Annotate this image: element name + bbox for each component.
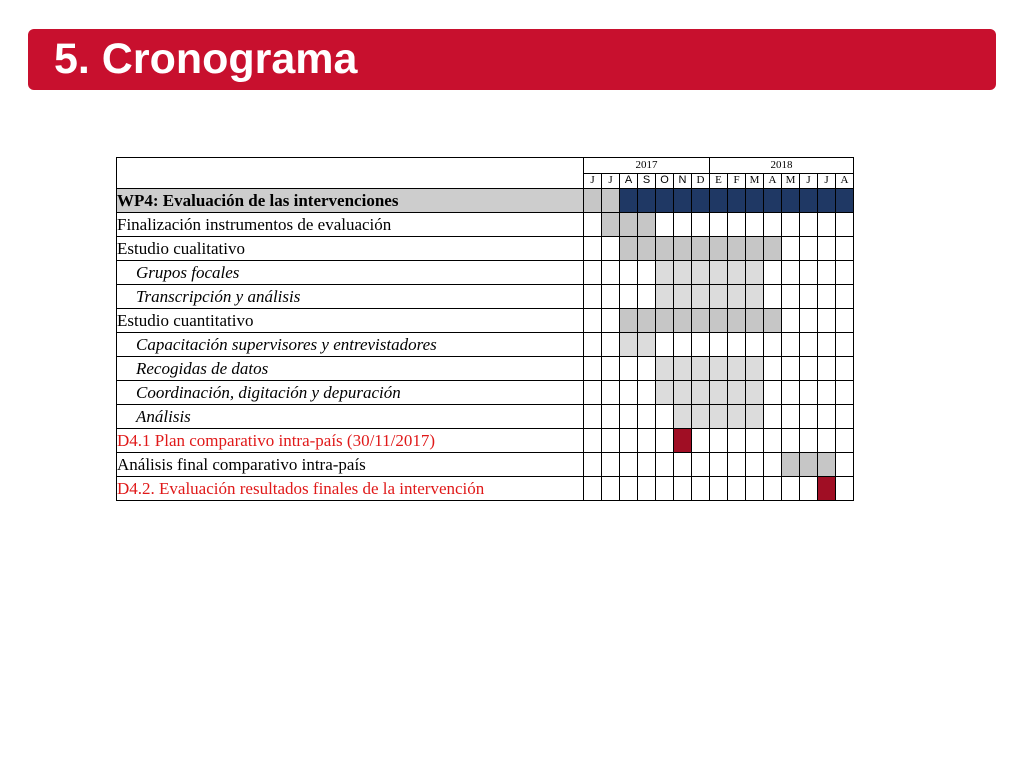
empty-month-cell [764,405,782,429]
empty-month-cell [584,357,602,381]
empty-month-cell [764,357,782,381]
empty-month-cell [782,357,800,381]
empty-month-cell [836,309,854,333]
task-label: Análisis [117,405,584,429]
empty-month-cell [710,477,728,501]
empty-month-cell [746,213,764,237]
active-month-cell [692,357,710,381]
empty-month-cell [836,405,854,429]
empty-month-cell [620,453,638,477]
empty-month-cell [836,357,854,381]
empty-month-cell [620,357,638,381]
empty-month-cell [692,213,710,237]
empty-month-cell [674,333,692,357]
empty-month-cell [584,405,602,429]
empty-month-cell [746,429,764,453]
active-month-cell [620,333,638,357]
empty-month-cell [602,453,620,477]
empty-month-cell [638,453,656,477]
active-month-cell [692,237,710,261]
active-month-cell [620,213,638,237]
empty-month-cell [836,237,854,261]
deliverable-label: D4.1 Plan comparativo intra-país (30/11/2017) [117,429,584,453]
empty-month-cell [620,429,638,453]
month-header: S [638,173,656,189]
empty-month-cell [710,213,728,237]
empty-month-cell [800,309,818,333]
empty-month-cell [656,477,674,501]
empty-month-cell [656,429,674,453]
active-month-cell [710,237,728,261]
work-package-label: WP4: Evaluación de las intervenciones [117,189,584,213]
active-month-cell [728,237,746,261]
active-month-cell [674,189,692,213]
empty-month-cell [728,477,746,501]
empty-month-cell [584,453,602,477]
active-month-cell [692,309,710,333]
empty-month-cell [836,333,854,357]
empty-month-cell [782,237,800,261]
month-header: A [620,173,638,189]
active-month-cell [602,213,620,237]
month-header: J [584,173,602,189]
month-header: J [818,173,836,189]
task-label: Análisis final comparativo intra-país [117,453,584,477]
active-month-cell [638,237,656,261]
empty-month-cell [602,429,620,453]
active-month-cell [692,381,710,405]
empty-month-cell [602,285,620,309]
task-row [117,309,854,333]
empty-month-cell [602,405,620,429]
active-month-cell [800,453,818,477]
task-row [117,357,854,381]
empty-month-cell [656,213,674,237]
task-row [117,285,854,309]
active-month-cell [764,189,782,213]
empty-month-cell [602,381,620,405]
empty-month-cell [584,333,602,357]
empty-month-cell [602,237,620,261]
active-month-cell [746,381,764,405]
empty-month-cell [800,333,818,357]
empty-month-cell [746,333,764,357]
empty-month-cell [602,333,620,357]
task-label: Estudio cualitativo [117,237,584,261]
month-header: E [710,173,728,189]
active-month-cell [674,309,692,333]
empty-month-cell [818,381,836,405]
empty-month-cell [692,333,710,357]
active-month-cell [674,237,692,261]
empty-month-cell [602,309,620,333]
empty-month-cell [836,477,854,501]
task-row [117,333,854,357]
empty-month-cell [800,261,818,285]
active-month-cell [656,357,674,381]
empty-month-cell [710,333,728,357]
empty-month-cell [638,357,656,381]
empty-month-cell [764,381,782,405]
empty-month-cell [800,285,818,309]
empty-month-cell [602,261,620,285]
empty-month-cell [620,405,638,429]
deliverable-marker-cell [674,429,692,453]
empty-month-cell [764,285,782,309]
active-month-cell [764,309,782,333]
empty-month-cell [836,381,854,405]
empty-month-cell [602,477,620,501]
active-month-cell [800,189,818,213]
active-month-cell [656,381,674,405]
empty-month-cell [728,429,746,453]
empty-month-cell [710,453,728,477]
empty-month-cell [620,285,638,309]
deliverable-label: D4.2. Evaluación resultados finales de la intervención [117,477,584,501]
active-month-cell [710,405,728,429]
empty-month-cell [818,357,836,381]
empty-month-cell [656,333,674,357]
empty-month-cell [620,381,638,405]
empty-month-cell [674,477,692,501]
active-month-cell [836,189,854,213]
active-month-cell [710,261,728,285]
empty-month-cell [818,309,836,333]
active-month-cell [746,237,764,261]
active-month-cell [710,285,728,309]
active-month-cell [638,213,656,237]
month-header: J [602,173,620,189]
empty-month-cell [638,405,656,429]
year-header: 2017 [584,158,710,174]
active-month-cell [692,261,710,285]
empty-month-cell [782,429,800,453]
empty-month-cell [728,213,746,237]
active-month-cell [746,405,764,429]
empty-month-cell [584,261,602,285]
active-month-cell [638,333,656,357]
active-month-cell [710,357,728,381]
empty-month-cell [728,453,746,477]
empty-month-cell [584,237,602,261]
empty-month-cell [638,477,656,501]
empty-month-cell [782,309,800,333]
active-month-cell [728,309,746,333]
empty-month-cell [782,477,800,501]
title-banner [28,29,996,90]
empty-month-cell [782,405,800,429]
active-month-cell [764,237,782,261]
active-month-cell [674,405,692,429]
empty-month-cell [620,261,638,285]
active-month-cell [656,261,674,285]
task-row [117,453,854,477]
task-header-blank [117,158,584,189]
active-month-cell [674,381,692,405]
active-month-cell [602,189,620,213]
empty-month-cell [584,477,602,501]
task-label: Recogidas de datos [117,357,584,381]
task-label: Coordinación, digitación y depuración [117,381,584,405]
active-month-cell [620,309,638,333]
month-header: N [674,173,692,189]
task-row [117,381,854,405]
empty-month-cell [800,357,818,381]
task-label: Grupos focales [117,261,584,285]
active-month-cell [746,189,764,213]
active-month-cell [746,357,764,381]
month-header: D [692,173,710,189]
active-month-cell [782,189,800,213]
month-header: O [656,173,674,189]
empty-month-cell [782,285,800,309]
empty-month-cell [836,261,854,285]
active-month-cell [728,357,746,381]
empty-month-cell [764,213,782,237]
active-month-cell [620,189,638,213]
empty-month-cell [710,429,728,453]
empty-month-cell [782,213,800,237]
empty-month-cell [638,285,656,309]
empty-month-cell [836,285,854,309]
empty-month-cell [764,333,782,357]
active-month-cell [728,285,746,309]
active-month-cell [746,261,764,285]
active-month-cell [728,405,746,429]
empty-month-cell [656,453,674,477]
empty-month-cell [692,477,710,501]
empty-month-cell [674,213,692,237]
deliverable-marker-cell [818,477,836,501]
month-header: J [800,173,818,189]
active-month-cell [584,189,602,213]
empty-month-cell [584,429,602,453]
empty-month-cell [800,477,818,501]
active-month-cell [656,285,674,309]
empty-month-cell [584,285,602,309]
active-month-cell [728,189,746,213]
active-month-cell [692,405,710,429]
empty-month-cell [638,381,656,405]
empty-month-cell [800,381,818,405]
empty-month-cell [584,381,602,405]
empty-month-cell [692,453,710,477]
task-row [117,189,854,213]
active-month-cell [692,285,710,309]
empty-month-cell [818,285,836,309]
active-month-cell [638,189,656,213]
month-header: A [764,173,782,189]
empty-month-cell [818,213,836,237]
active-month-cell [710,309,728,333]
empty-month-cell [638,429,656,453]
empty-month-cell [728,333,746,357]
empty-month-cell [818,405,836,429]
empty-month-cell [836,453,854,477]
empty-month-cell [764,477,782,501]
empty-month-cell [836,213,854,237]
empty-month-cell [638,261,656,285]
active-month-cell [728,381,746,405]
active-month-cell [674,357,692,381]
task-row [117,405,854,429]
active-month-cell [692,189,710,213]
task-row [117,429,854,453]
empty-month-cell [782,261,800,285]
month-header: M [746,173,764,189]
gantt-chart-table [116,157,854,501]
year-header: 2018 [710,158,854,174]
empty-month-cell [620,477,638,501]
empty-month-cell [764,429,782,453]
active-month-cell [746,309,764,333]
empty-month-cell [782,333,800,357]
month-header: M [782,173,800,189]
month-header: A [836,173,854,189]
active-month-cell [728,261,746,285]
task-row [117,477,854,501]
empty-month-cell [746,477,764,501]
task-label: Capacitación supervisores y entrevistadores [117,333,584,357]
active-month-cell [782,453,800,477]
task-label: Estudio cuantitativo [117,309,584,333]
task-label: Transcripción y análisis [117,285,584,309]
empty-month-cell [800,213,818,237]
empty-month-cell [692,429,710,453]
empty-month-cell [764,261,782,285]
task-label: Finalización instrumentos de evaluación [117,213,584,237]
empty-month-cell [818,237,836,261]
empty-month-cell [818,333,836,357]
empty-month-cell [746,453,764,477]
active-month-cell [674,285,692,309]
active-month-cell [710,189,728,213]
active-month-cell [656,189,674,213]
active-month-cell [710,381,728,405]
empty-month-cell [800,405,818,429]
empty-month-cell [602,357,620,381]
active-month-cell [818,189,836,213]
active-month-cell [818,453,836,477]
active-month-cell [656,237,674,261]
empty-month-cell [818,261,836,285]
empty-month-cell [584,309,602,333]
task-row [117,261,854,285]
year-header-row [117,158,854,174]
task-row [117,237,854,261]
empty-month-cell [764,453,782,477]
empty-month-cell [656,405,674,429]
page-title: 5. Cronograma [54,35,358,83]
empty-month-cell [800,237,818,261]
empty-month-cell [674,453,692,477]
empty-month-cell [782,381,800,405]
active-month-cell [674,261,692,285]
month-header: F [728,173,746,189]
empty-month-cell [800,429,818,453]
empty-month-cell [818,429,836,453]
task-row [117,213,854,237]
active-month-cell [638,309,656,333]
active-month-cell [656,309,674,333]
empty-month-cell [584,213,602,237]
active-month-cell [620,237,638,261]
empty-month-cell [836,429,854,453]
active-month-cell [746,285,764,309]
